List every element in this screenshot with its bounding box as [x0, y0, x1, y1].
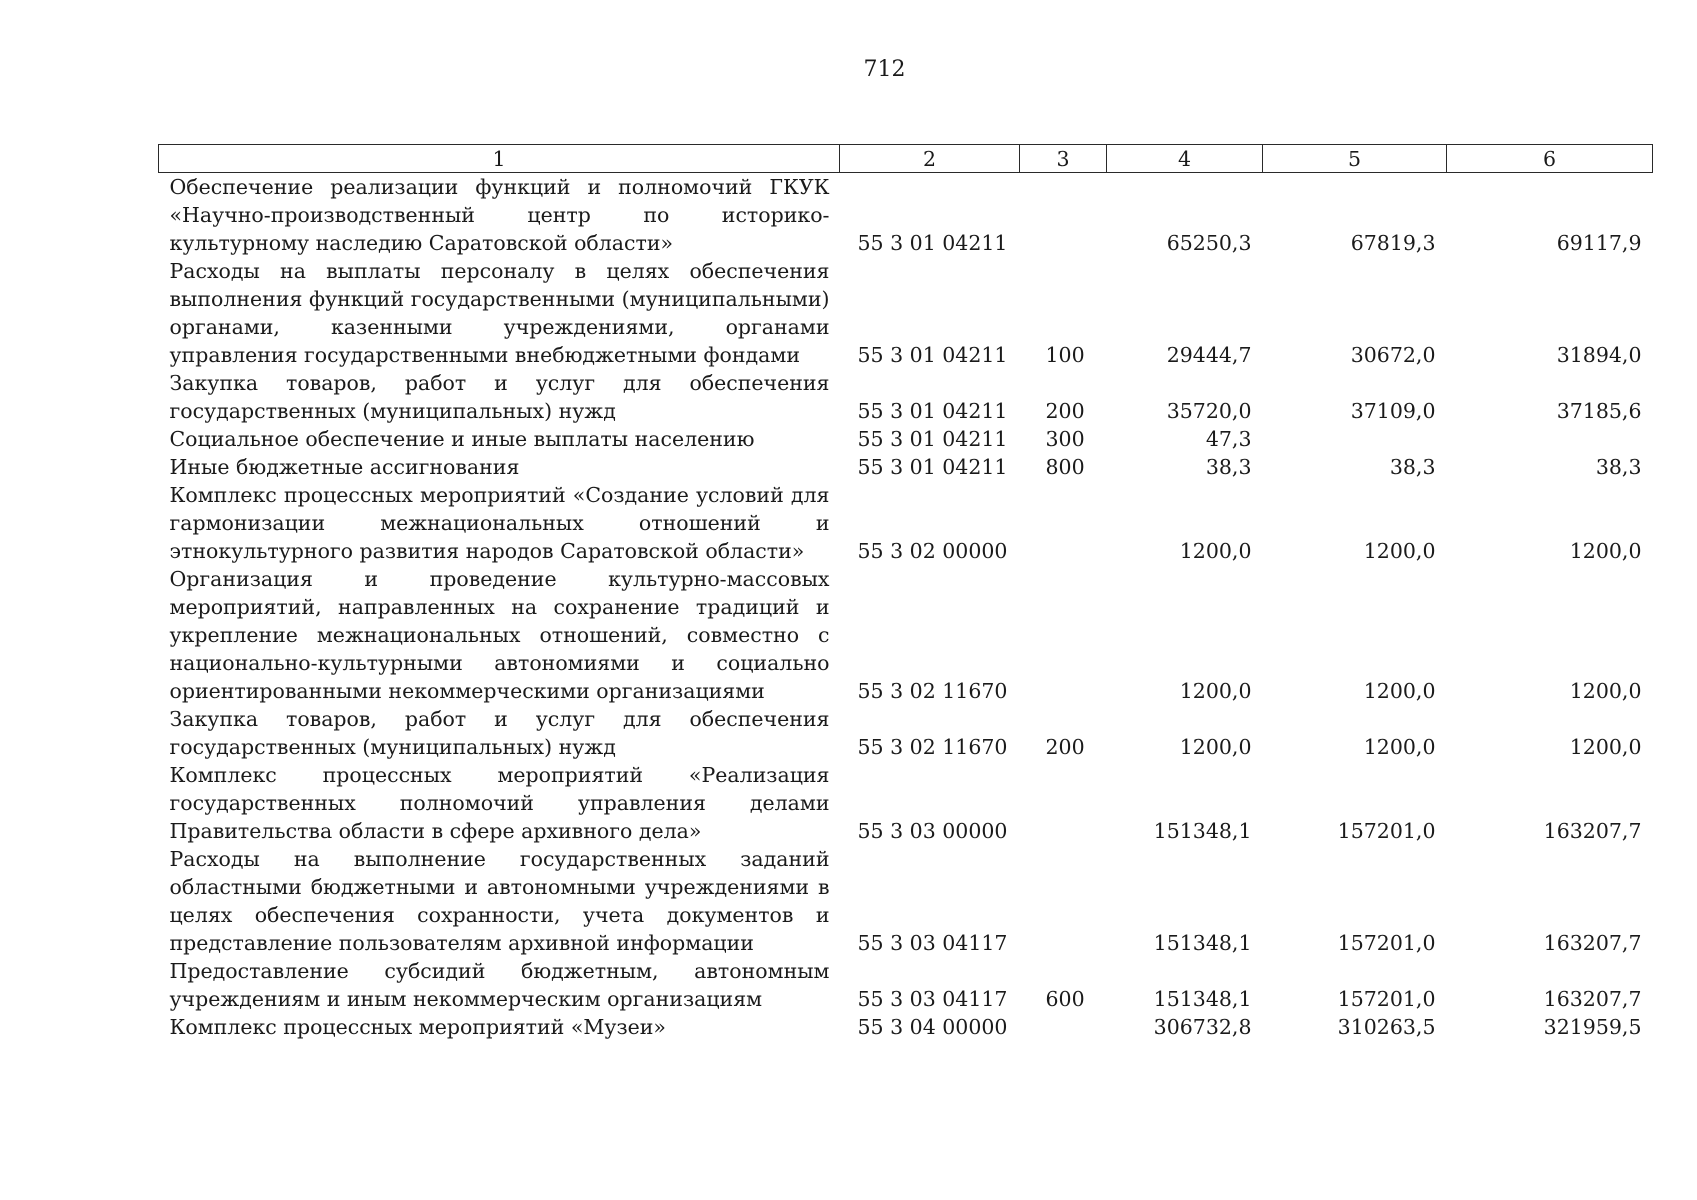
- column-header-4: 4: [1107, 145, 1263, 173]
- row-amount-col4: 306732,8: [1153, 1015, 1252, 1039]
- table-row: [159, 369, 1653, 425]
- row-expense-type: [1020, 173, 1107, 258]
- row-amount-col5: 157201,0: [1337, 931, 1436, 955]
- row-expense-type: 800: [1045, 455, 1085, 479]
- table-row: [159, 761, 1653, 845]
- row-amount-col5: [1263, 425, 1447, 453]
- row-description: Расходы на выплаты персоналу в целях обеспечения выполнения функций государственными (муниципальными) органами, казенными учреждениями, органами управления государственными внебюджетными фондами: [169, 259, 830, 367]
- row-expense-type: [1020, 761, 1107, 845]
- row-amount-col4: 151348,1: [1153, 819, 1252, 843]
- table-header: [159, 145, 1653, 173]
- row-amount-col6: 1200,0: [1569, 679, 1642, 703]
- table-row: [159, 173, 1653, 258]
- row-amount-col6: 31894,0: [1556, 343, 1642, 367]
- row-amount-col5: 310263,5: [1337, 1015, 1436, 1039]
- table-row: [159, 481, 1653, 565]
- row-code: 55 3 01 04211: [857, 231, 1008, 255]
- row-expense-type: 200: [1045, 735, 1085, 759]
- row-code: 55 3 02 11670: [857, 735, 1008, 759]
- table-row: [159, 845, 1653, 957]
- row-expense-type: 600: [1045, 987, 1085, 1011]
- row-amount-col4: 47,3: [1205, 427, 1252, 451]
- row-amount-col6: 1200,0: [1569, 539, 1642, 563]
- row-expense-type: [1020, 1013, 1107, 1041]
- table-row: [159, 1013, 1653, 1041]
- row-code: 55 3 03 04117: [857, 931, 1008, 955]
- column-header-6: 6: [1447, 145, 1653, 173]
- row-expense-type: 200: [1045, 399, 1085, 423]
- table-row: [159, 453, 1653, 481]
- row-amount-col6: 163207,7: [1543, 931, 1642, 955]
- row-amount-col6: 321959,5: [1543, 1015, 1642, 1039]
- row-amount-col4: 1200,0: [1179, 679, 1252, 703]
- table-row: [159, 565, 1653, 705]
- row-expense-type: 100: [1045, 343, 1085, 367]
- row-amount-col6: 37185,6: [1556, 399, 1642, 423]
- row-amount-col4: 151348,1: [1153, 931, 1252, 955]
- row-amount-col4: 151348,1: [1153, 987, 1252, 1011]
- row-amount-col4: 35720,0: [1166, 399, 1252, 423]
- row-expense-type: 300: [1045, 427, 1085, 451]
- row-description: Закупка товаров, работ и услуг для обеспечения государственных (муниципальных) нужд: [169, 371, 830, 423]
- row-amount-col4: 1200,0: [1179, 735, 1252, 759]
- row-amount-col6: [1447, 425, 1653, 453]
- row-code: 55 3 01 04211: [857, 455, 1008, 479]
- row-amount-col6: 69117,9: [1556, 231, 1642, 255]
- row-amount-col5: 157201,0: [1337, 819, 1436, 843]
- row-amount-col5: 38,3: [1389, 455, 1436, 479]
- row-description: Комплекс процессных мероприятий «Музеи»: [169, 1015, 666, 1039]
- table-row: [159, 257, 1653, 369]
- row-description: Обеспечение реализации функций и полномочий ГКУК «Научно-производственный центр по историко-культурному наследию Саратовской области»: [169, 175, 830, 255]
- row-amount-col6: 163207,7: [1543, 819, 1642, 843]
- row-amount-col5: 1200,0: [1363, 735, 1436, 759]
- row-code: 55 3 02 00000: [857, 539, 1008, 563]
- row-amount-col4: 29444,7: [1166, 343, 1252, 367]
- table-row: [159, 705, 1653, 761]
- row-amount-col5: 67819,3: [1350, 231, 1436, 255]
- row-description: Социальное обеспечение и иные выплаты населению: [169, 427, 755, 451]
- row-code: 55 3 03 00000: [857, 819, 1008, 843]
- row-code: 55 3 01 04211: [857, 399, 1008, 423]
- row-amount-col6: 38,3: [1595, 455, 1642, 479]
- column-header-3: 3: [1020, 145, 1107, 173]
- row-amount-col4: 65250,3: [1166, 231, 1252, 255]
- row-code: 55 3 04 00000: [857, 1015, 1008, 1039]
- column-header-5: 5: [1263, 145, 1447, 173]
- row-code: 55 3 01 04211: [857, 427, 1008, 451]
- row-expense-type: [1020, 565, 1107, 705]
- row-amount-col6: 163207,7: [1543, 987, 1642, 1011]
- row-description: Иные бюджетные ассигнования: [169, 455, 520, 479]
- row-code: 55 3 02 11670: [857, 679, 1008, 703]
- row-expense-type: [1020, 845, 1107, 957]
- row-description: Комплекс процессных мероприятий «Создание условий для гармонизации межнациональных отношений и этнокультурного развития народов Саратовской области»: [169, 483, 830, 563]
- row-description: Расходы на выполнение государственных заданий областными бюджетными и автономными учреждениями в целях обеспечения сохранности, учета документов и представление пользователям архивной информации: [169, 847, 830, 955]
- header-row: [159, 145, 1653, 173]
- row-amount-col5: 157201,0: [1337, 987, 1436, 1011]
- budget-table: [158, 144, 1653, 1041]
- table-row: [159, 425, 1653, 453]
- row-expense-type: [1020, 481, 1107, 565]
- row-amount-col5: 1200,0: [1363, 539, 1436, 563]
- row-amount-col5: 1200,0: [1363, 679, 1436, 703]
- row-amount-col4: 38,3: [1205, 455, 1252, 479]
- column-header-2: 2: [840, 145, 1020, 173]
- table-body: [159, 173, 1653, 1042]
- column-header-1: 1: [159, 145, 840, 173]
- page-number: 712: [863, 57, 906, 82]
- row-amount-col6: 1200,0: [1569, 735, 1642, 759]
- row-description: Комплекс процессных мероприятий «Реализация государственных полномочий управления делами Правительства области в сфере архивного дела»: [169, 763, 830, 843]
- row-code: 55 3 01 04211: [857, 343, 1008, 367]
- row-amount-col5: 30672,0: [1350, 343, 1436, 367]
- table-row: [159, 957, 1653, 1013]
- row-amount-col4: 1200,0: [1179, 539, 1252, 563]
- row-amount-col5: 37109,0: [1350, 399, 1436, 423]
- row-description: Закупка товаров, работ и услуг для обеспечения государственных (муниципальных) нужд: [169, 707, 830, 759]
- row-code: 55 3 03 04117: [857, 987, 1008, 1011]
- row-description: Предоставление субсидий бюджетным, автономным учреждениям и иным некоммерческим организациям: [169, 959, 830, 1011]
- row-description: Организация и проведение культурно-массовых мероприятий, направленных на сохранение традиций и укрепление межнациональных отношений, совместно с национально-культурными автономиями и социально ориентированными некоммерческими организациями: [169, 567, 830, 703]
